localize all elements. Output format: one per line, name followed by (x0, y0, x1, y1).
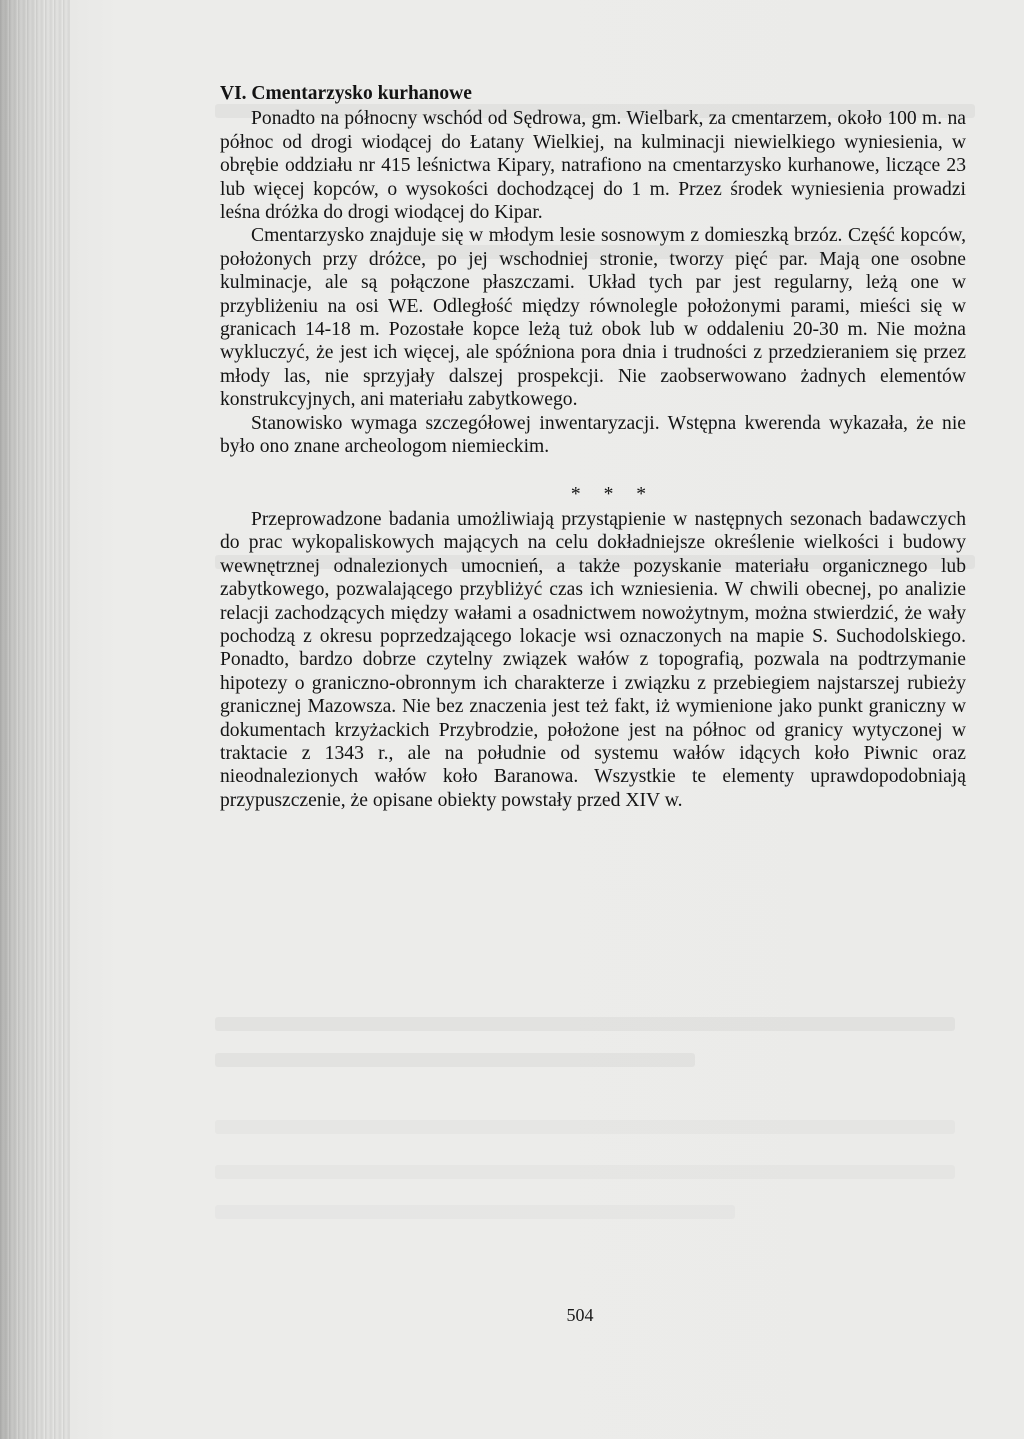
section-separator: * * * (570, 483, 656, 505)
bleed-through-mark (215, 1165, 955, 1179)
page-content (220, 72, 966, 812)
paragraph: Stanowisko wymaga szczegółowej inwentaryzacji. Wstępna kwerenda wykazała, że nie było ono znane archeologom niemieckim. (220, 412, 966, 458)
paragraph: Ponadto na północny wschód od Sędrowa, gm. Wielbark, za cmentarzem, około 100 m. na północ od drogi wiodącej do Łatany Wielkiej, na kulminacji niewielkiego wyniesienia, w obrębie oddziału nr 415 leśnictwa Kipary, natrafiono na cmentarzysko kurhanowe, liczące 23 lub więcej kopców, o wysokości dochodzącej do 1 m. Przez środek wyniesienia prowadzi leśna dróżka do drogi wiodącej do Kipar. (220, 108, 966, 224)
paragraph: Przeprowadzone badania umożliwiają przystąpienie w następnych sezonach badawczych do prac wykopaliskowych mających na celu dokładniejsze określenie wielkości i budowy wewnętrznej odnalezionych umocnień, a także pozyskanie materiału organicznego lub zabytkowego, pozwalającego przybliżyć czas ich wzniesienia. W chwili obecnej, po analizie relacji zachodzących między wałami a osadnictwem nowożytnym, można stwierdzić, że wały pochodzą z okresu poprzedzającego lokacje wsi oznaczonych na mapie S. Suchodolskiego. Ponadto, bardzo dobrze czytelny związek wałów z topografią, pozwala na podtrzymanie hipotezy o graniczno-obronnym ich charakterze i związku z przebiegiem najstarszej rubieży granicznej Mazowsza. Nie bez znaczenia jest też fakt, iż wymienione jako punkt graniczny w dokumentach krzyżackich Przybrodzie, położone jest na północ od granicy wytyczonej w traktacie z 1343 r., ale na południe od systemu wałów idących koło Piwnic oraz nieodnalezionych wałów koło Baranowa. Wszystkie te elementy uprawdopodobniają przypuszczenie, że opisane obiekty powstały przed XIV w. (220, 508, 966, 811)
bleed-through-mark (215, 1120, 955, 1134)
book-spine-shadow (0, 0, 70, 1439)
page-number: 504 (566, 1305, 594, 1325)
bleed-through-mark (215, 1205, 735, 1219)
section-heading: VI. Cmentarzysko kurhanowe (220, 83, 472, 104)
bleed-through-mark (215, 1053, 695, 1067)
paragraph: Cmentarzysko znajduje się w młodym lesie sosnowym z domieszką brzóz. Część kopców, położonych przy dróżce, po jej wschodniej stronie, tworzy pięć par. Mają one osobne kulminacje, ale są połączone płaszczami. Układ tych par jest regularny, leżą one w przybliżeniu na osi WE. Odległość między równolegle położonymi parami, mieści się w granicach 14-18 m. Pozostałe kopce leżą tuż obok lub w oddaleniu 20-30 m. Nie można wykluczyć, że jest ich więcej, ale spóźniona pora dnia i trudności z przedzieraniem się przez młody las, nie sprzyjały dalszej prospekcji. Nie zaobserwowano żadnych elementów konstrukcyjnych, ani materiału zabytkowego. (220, 225, 966, 411)
bleed-through-mark (215, 1017, 955, 1031)
